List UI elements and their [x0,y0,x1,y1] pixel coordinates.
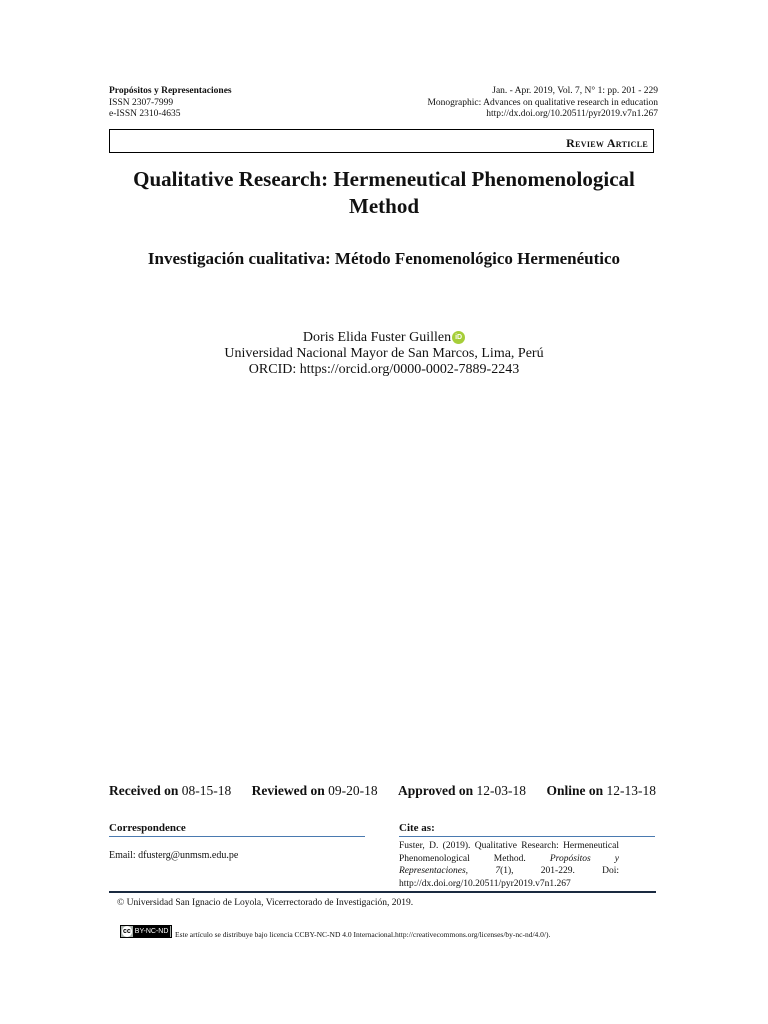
orcid-icon[interactable]: iD [452,331,465,344]
citation-journal: Propósitos y Representaciones, [399,853,620,876]
cite-divider [399,836,655,837]
author-name: Doris Elida Fuster Guillen [302,330,452,345]
cite-heading: Cite as: [399,822,435,834]
author-orcid[interactable]: ORCID: https://orcid.org/0000-0002-7889-2243 [248,362,520,377]
received-date: Received on 08-15-18 [109,783,232,798]
monographic-info: Monographic: Advances on qualitative research in education [427,97,658,108]
journal-name: Propósitos y Representaciones [109,86,232,96]
issn: ISSN 2307-7999 [109,97,174,108]
author-block [100,330,668,378]
cc-logo-icon: cc [123,928,131,935]
online-date: Online on 12-13-18 [546,783,656,798]
license-text[interactable]: Este artículo se distribuye bajo licencia CCBY-NC-ND 4.0 Internacional.http://creativecommons.org/licenses/by-nc-nd/4.0/). [175,930,551,939]
citation: Fuster, D. (2019). Qualitative Research: Hermeneutical Phenomenological Method. Propósitos y Representaciones, 7(1), 201-229. Doi: http://dx.doi.org/10.20511/pyr2019.v7n1.267 [399,841,620,889]
approved-date: Approved on 12-03-18 [398,783,527,798]
issue-info: Jan. - Apr. 2019, Vol. 7, N° 1: pp. 201 - 229 [492,86,658,96]
eissn: e-ISSN 2310-4635 [109,109,181,119]
copyright-notice: © Universidad San Ignacio de Loyola, Vicerrectorado de Investigación, 2019. [117,898,414,908]
cc-license-badge[interactable] [120,925,172,938]
correspondence-email[interactable]: Email: dfusterg@unmsm.edu.pe [109,850,239,861]
article-subtitle: Investigación cualitativa: Método Fenomenológico Hermenéutico [147,249,621,268]
citation-doi[interactable]: http://dx.doi.org/10.20511/pyr2019.v7n1.267 [399,878,571,889]
cc-license-type: BY-NC-ND [134,928,169,935]
article-dates [109,783,656,799]
article-type-label: Review Article [566,136,648,150]
header-doi[interactable]: http://dx.doi.org/10.20511/pyr2019.v7n1.267 [486,109,658,119]
footer-divider [109,891,656,893]
reviewed-date: Reviewed on 09-20-18 [251,783,378,798]
correspondence-heading: Correspondence [109,822,186,834]
journal-header-right [427,86,658,121]
correspondence-divider [109,836,365,837]
article-title: Qualitative Research: Hermeneutical Phenomenological Method [133,167,635,218]
citation-volume: 7 [495,866,501,876]
article-type-box [109,129,654,153]
journal-header-left [109,86,232,121]
author-affiliation: Universidad Nacional Mayor de San Marcos, Lima, Perú [224,346,544,361]
